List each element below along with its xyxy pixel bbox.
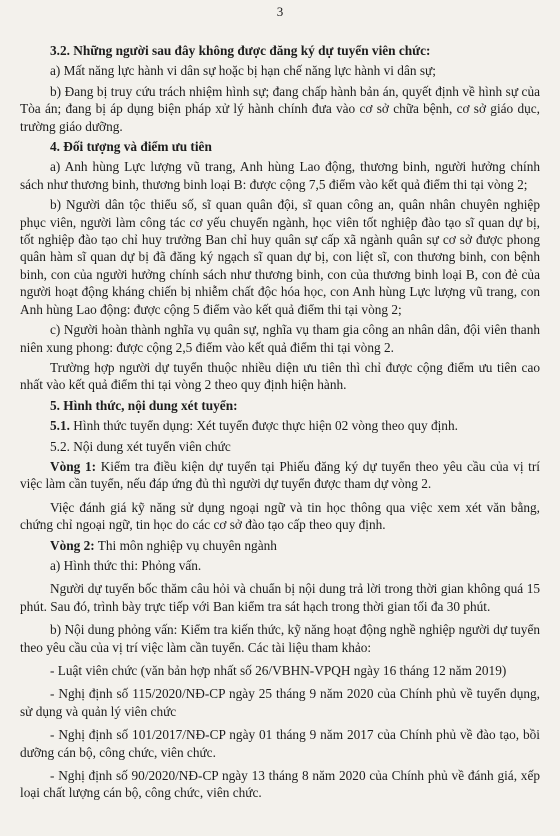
- round-1-label: Vòng 1:: [50, 458, 97, 474]
- reference-item: - Luật viên chức (văn bản hợp nhất số 26/VBHN-VPQH ngày 16 tháng 12 năm 2019): [50, 663, 507, 678]
- round-2-text: Thi môn nghiệp vụ chuyên ngành: [94, 537, 277, 553]
- section-5-1-text: Hình thức tuyển dụng: Xét tuyển được thực hiện 02 vòng theo quy định.: [69, 418, 458, 434]
- section-5-heading: 5. Hình thức, nội dung xét tuyển:: [50, 397, 238, 413]
- reference-item: - Nghị định số 101/2017/NĐ-CP ngày 01 tháng 9 năm 2017 của Chính phủ về đào tạo, bồi dưỡng cán bộ, công chức, viên chức.: [20, 727, 540, 760]
- round-1-text: Kiểm tra điều kiện dự tuyển tại Phiếu đăng ký dự tuyển theo yêu cầu của vị trí việc làm cần tuyển, nếu đáp ứng đủ thì người dự tuyển được tham dự vòng 2.: [20, 458, 541, 492]
- section-3-2-heading: 3.2. Những người sau đây không được đăng ký dự tuyển viên chức:: [50, 43, 431, 58]
- round-2-content: b) Nội dung phỏng vấn: Kiểm tra kiến thức, kỹ năng hoạt động nghề nghiệp người dự tuyển theo yêu cầu của vị trí việc làm cần tuyển. Các tài liệu tham khảo:: [20, 622, 540, 655]
- section-5-1-label: 5.1.: [50, 418, 70, 434]
- round-2-label: Vòng 2:: [50, 537, 95, 553]
- assessment-paragraph: Việc đánh giá kỹ năng sử dụng ngoại ngữ và tin học thông qua việc xem xét văn bằng, chứng chỉ ngoại ngữ, tin học do các cơ sở đào tạo cấp theo quy định.: [20, 499, 540, 533]
- section-5-2: 5.2. Nội dung xét tuyển viên chức: [50, 438, 231, 454]
- round-2: [20, 537, 540, 554]
- section-3-2-item-b: b) Đang bị truy cứu trách nhiệm hình sự; đang chấp hành bản án, quyết định về hình sự của Tòa án; đang bị áp dụng biện pháp xử lý hành chính đưa vào cơ sở chữa bệnh, cơ sở giáo dục, trường giáo dưỡng.: [20, 83, 540, 134]
- reference-item: - Nghị định số 115/2020/NĐ-CP ngày 25 tháng 9 năm 2020 của Chính phủ về tuyển dụng, sử dụng và quản lý viên chức: [20, 686, 540, 719]
- round-1: [20, 458, 540, 493]
- round-2-format: a) Hình thức thi: Phỏng vấn.: [50, 557, 202, 573]
- section-5-1: [20, 417, 540, 434]
- section-4-item-c: c) Người hoàn thành nghĩa vụ quân sự, nghĩa vụ tham gia công an nhân dân, đội viên thanh niên xung phong: được cộng 2,5 điểm vào kết quả điểm thi tại vòng 2.: [20, 322, 540, 355]
- section-4-item-b: b) Người dân tộc thiểu số, sĩ quan quân đội, sĩ quan công an, quân nhân chuyên nghiệp phục viên, người làm công tác cơ yếu chuyển ngành, học viên tốt nghiệp đào tạo sĩ quan dự bị, tốt nghiệp đào tạo chỉ huy trưởng Ban chỉ huy quân sự cấp xã ngành quân sự cơ sở được phong quân hàm sĩ quan dự bị đã đăng ký ngạch sĩ quan dự bị, con liệt sĩ, con thương binh, con bệnh binh, con của người hưởng chính sách như thương binh, con của thương binh loại B, con đẻ của người hoạt động kháng chiến bị nhiễm chất độc hóa học, con Anh hùng Lực lượng vũ trang, con Anh hùng Lao động: được cộng 5 điểm vào kết quả điểm thi tại vòng 2;: [20, 197, 540, 317]
- round-2-preparation: Người dự tuyển bốc thăm câu hỏi và chuẩn bị nội dung trả lời trong thời gian không quá 15 phút. Sau đó, trình bày trực tiếp với Ban kiểm tra sát hạch trong thời gian tối đa 30 phút.: [20, 581, 540, 614]
- section-4-note: Trường hợp người dự tuyển thuộc nhiều diện ưu tiên thì chỉ được cộng điểm ưu tiên cao nhất vào kết quả điểm thi tại vòng 2 theo quy định hiện hành.: [20, 359, 540, 393]
- section-3-2-item-a: a) Mất năng lực hành vi dân sự hoặc bị hạn chế năng lực hành vi dân sự;: [50, 63, 436, 79]
- page-number: 3: [276, 4, 284, 19]
- reference-item: - Nghị định số 90/2020/NĐ-CP ngày 13 tháng 8 năm 2020 của Chính phủ về đánh giá, xếp loại chất lượng cán bộ, công chức, viên chức.: [20, 768, 540, 801]
- section-4-heading: 4. Đối tượng và điểm ưu tiên: [50, 139, 212, 155]
- section-4-item-a: a) Anh hùng Lực lượng vũ trang, Anh hùng Lao động, thương binh, người hưởng chính sách như thương binh, thương binh loại B: được cộng 7,5 điểm vào kết quả điểm thi tại vòng 2;: [20, 159, 540, 192]
